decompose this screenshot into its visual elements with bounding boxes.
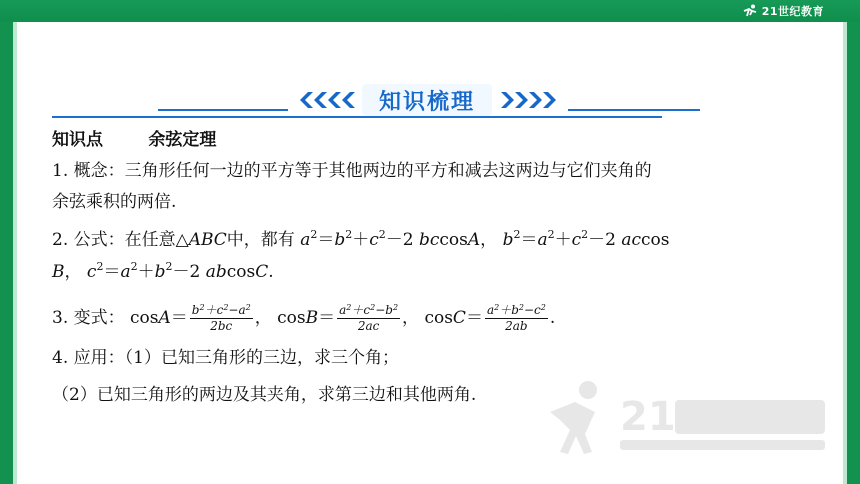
variant-line <box>52 302 555 335</box>
runner-icon <box>741 4 759 18</box>
brand-logo <box>741 3 824 19</box>
left-border-inner <box>13 22 17 484</box>
brand-watermark <box>540 372 840 462</box>
cos-c-formula: cosC＝ $\frac{a^2+b^2-c^2}{2ab}$ . <box>424 303 556 333</box>
concept-line-1: 1. 概念：三角形任何一边的平方等于其他两边的平方和减去这两边与它们夹角的 <box>52 161 652 181</box>
formula-line-1 <box>52 224 670 257</box>
knowledge-heading <box>52 124 216 157</box>
chevrons-right-icon <box>498 90 560 110</box>
knowledge-label: 知识点 <box>52 130 103 150</box>
knowledge-name: 余弦定理 <box>148 130 217 150</box>
formula-triangle: ABC <box>188 230 227 250</box>
application-line-2: （2）已知三角形的两边及其夹角，求第三边和其他两角. <box>52 385 477 405</box>
logo-text: 21世纪教育 <box>761 5 824 18</box>
law-of-cosines-a: $a^2=b^2+c^2-2$ bccosA， <box>300 228 498 250</box>
section-header <box>158 84 703 120</box>
formula-line-2: B， $c^2=a^2+b^2-2$ abcosC. <box>52 260 274 282</box>
chevrons-left-icon <box>296 90 358 110</box>
cos-a-formula: cosA＝ $\frac{b^2+c^2-a^2}{2bc}$ ， <box>130 303 272 333</box>
svg-text:21: 21 <box>620 394 676 440</box>
top-banner <box>0 0 860 22</box>
header-rule-right <box>568 109 700 111</box>
variant-prefix: 3. 变式： <box>52 308 125 328</box>
right-border-inner <box>843 22 847 484</box>
left-border <box>0 22 13 484</box>
formula-mid: 中，都有 <box>226 230 295 250</box>
section-title: 知识梳理 <box>362 84 492 116</box>
application-line-1: 4. 应用：（1）已知三角形的三边，求三个角； <box>52 348 399 368</box>
law-of-cosines-b: $b^2=a^2+c^2-2$ accos <box>502 228 670 250</box>
right-border <box>847 22 860 484</box>
concept-line-2: 余弦乘积的两倍. <box>52 192 177 212</box>
title-underline <box>52 116 662 118</box>
formula-prefix: 2. 公式：在任意△ <box>52 230 189 250</box>
header-rule-left <box>158 109 288 111</box>
cos-b-formula: cosB＝ $\frac{a^2+c^2-b^2}{2ac}$ ， <box>277 303 420 333</box>
law-of-cosines-c: $c^2=a^2+b^2-2$ abcosC. <box>86 260 274 282</box>
